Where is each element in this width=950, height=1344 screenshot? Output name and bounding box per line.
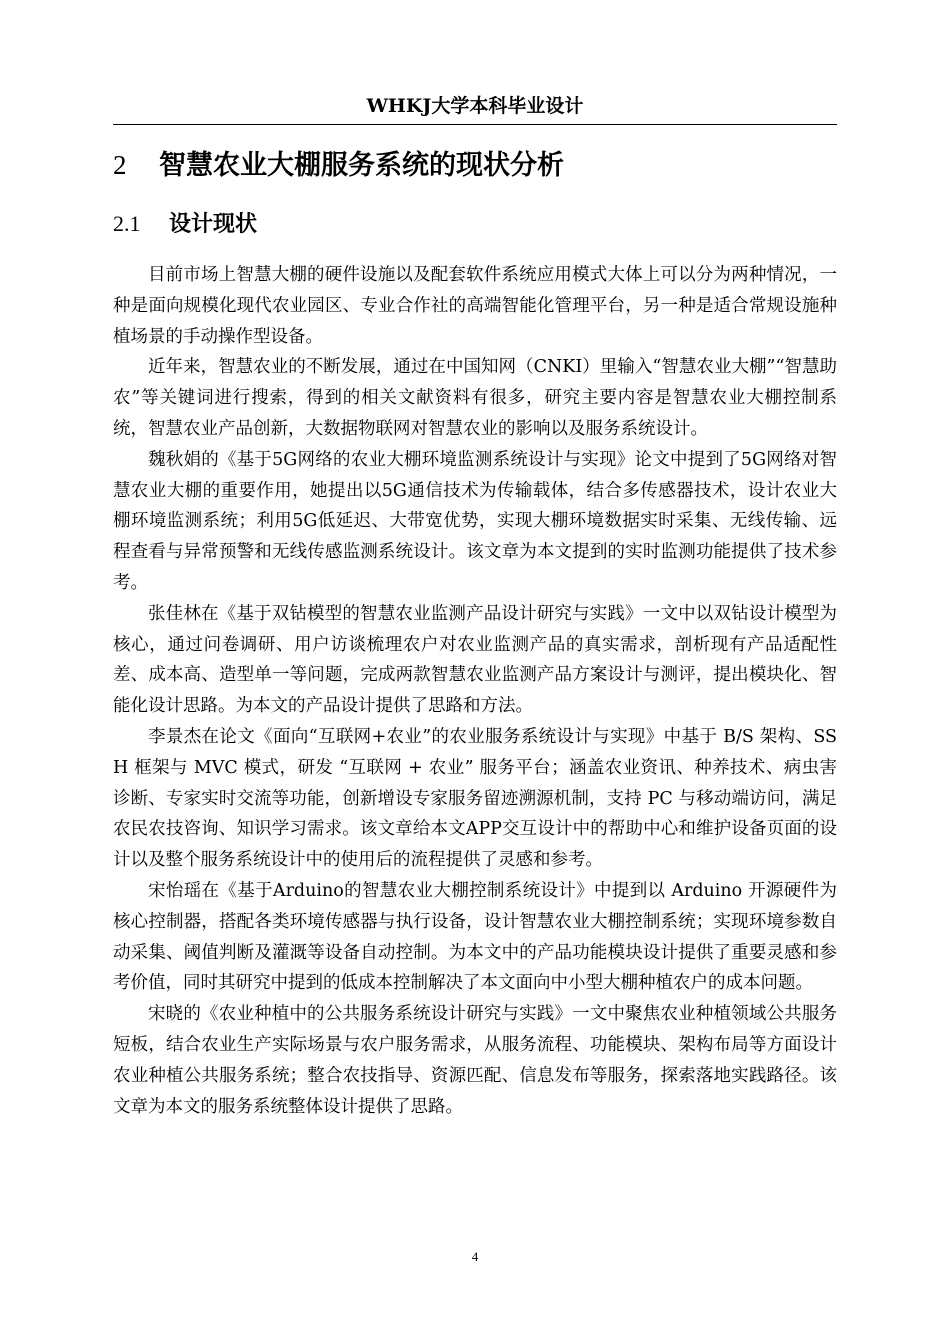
page-number: 4 [471, 1249, 479, 1264]
paragraph: 宋怡瑶在《基于Arduino的智慧农业大棚控制系统设计》中提到以 Arduino 开源硬件为核心控制器，搭配各类环境传感器与执行设备，设计智慧农业大棚控制系统；实现环境参数自动采集、阈值判断及灌溉等设备自动控制。为本文中的产品功能模块设计提供了重要灵感和参考价值，同时其研究中提到的低成本控制解决了本文面向中小型大棚种植农户的成本问题。 [113, 880, 837, 994]
paragraph: 宋晓的《农业种植中的公共服务系统设计研究与实践》一文中聚焦农业种植领域公共服务短板，结合农业生产实际场景与农户服务需求，从服务流程、功能模块、架构布局等方面设计农业种植公共服务系统；整合农技指导、资源匹配、信息发布等服务，探索落地实践路径。该文章为本文的服务系统整体设计提供了思路。 [113, 1004, 837, 1117]
paragraph: 张佳林在《基于双钻模型的智慧农业监测产品设计研究与实践》一文中以双钻设计模型为核心，通过问卷调研、用户访谈梳理农户对农业监测产品的真实需求，剖析现有产品适配性差、成本高、造型单一等问题，完成两款智慧农业监测产品方案设计与测评，提出模块化、智能化设计思路。为本文的产品设计提供了思路和方法。 [113, 603, 837, 717]
running-header: WHKJ大学本科毕业设计 [366, 95, 584, 117]
paragraph: 李景杰在论文《面向“互联网+农业”的农业服务系统设计与实现》中基于 B/S 架构、SSH 框架与 MVC 模式，研发 “互联网 + 农业” 服务平台；涵盖农业资讯、种养技术、病虫害诊断、专家实时交流等功能，创新增设专家服务留迹溯源机制，支持 PC 与移动端访问，满足农民农技咨询、知识学习需求。该文章给本文APP交互设计中的帮助中心和维护设备页面的设计以及整个服务系统设计中的使用后的流程提供了灵感和参考。 [113, 726, 837, 871]
section-heading [113, 208, 837, 240]
chapter-heading [113, 146, 837, 185]
header-rule [113, 124, 837, 125]
paragraph: 魏秋娟的《基于5G网络的农业大棚环境监测系统设计与实现》论文中提到了5G网络对智慧农业大棚的重要作用，她提出以5G通信技术为传输载体，结合多传感器技术，设计农业大棚环境监测系统；利用5G低延迟、大带宽优势，实现大棚环境数据实时采集、无线传输、远程查看与异常预警和无线传感监测系统设计。该文章为本文提到的实时监测功能提供了技术参考。 [113, 449, 837, 593]
section-number: 2.1 [113, 211, 141, 236]
paragraph: 近年来，智慧农业的不断发展，通过在中国知网（CNKI）里输入“智慧农业大棚”“智慧助农”等关键词进行搜索，得到的相关文献资料有很多，研究主要内容是智慧农业大棚控制系统，智慧农业产品创新，大数据物联网对智慧农业的影响以及服务系统设计。 [113, 357, 837, 439]
body-text [113, 260, 837, 1122]
chapter-number: 2 [113, 150, 127, 180]
paragraph: 目前市场上智慧大棚的硬件设施以及配套软件系统应用模式大体上可以分为两种情况，一种是面向规模化现代农业园区、专业合作社的高端智能化管理平台，另一种是适合常规设施种植场景的手动操作型设备。 [113, 265, 837, 347]
chapter-title: 智慧农业大棚服务系统的现状分析 [159, 150, 564, 181]
section-title: 设计现状 [169, 211, 258, 237]
